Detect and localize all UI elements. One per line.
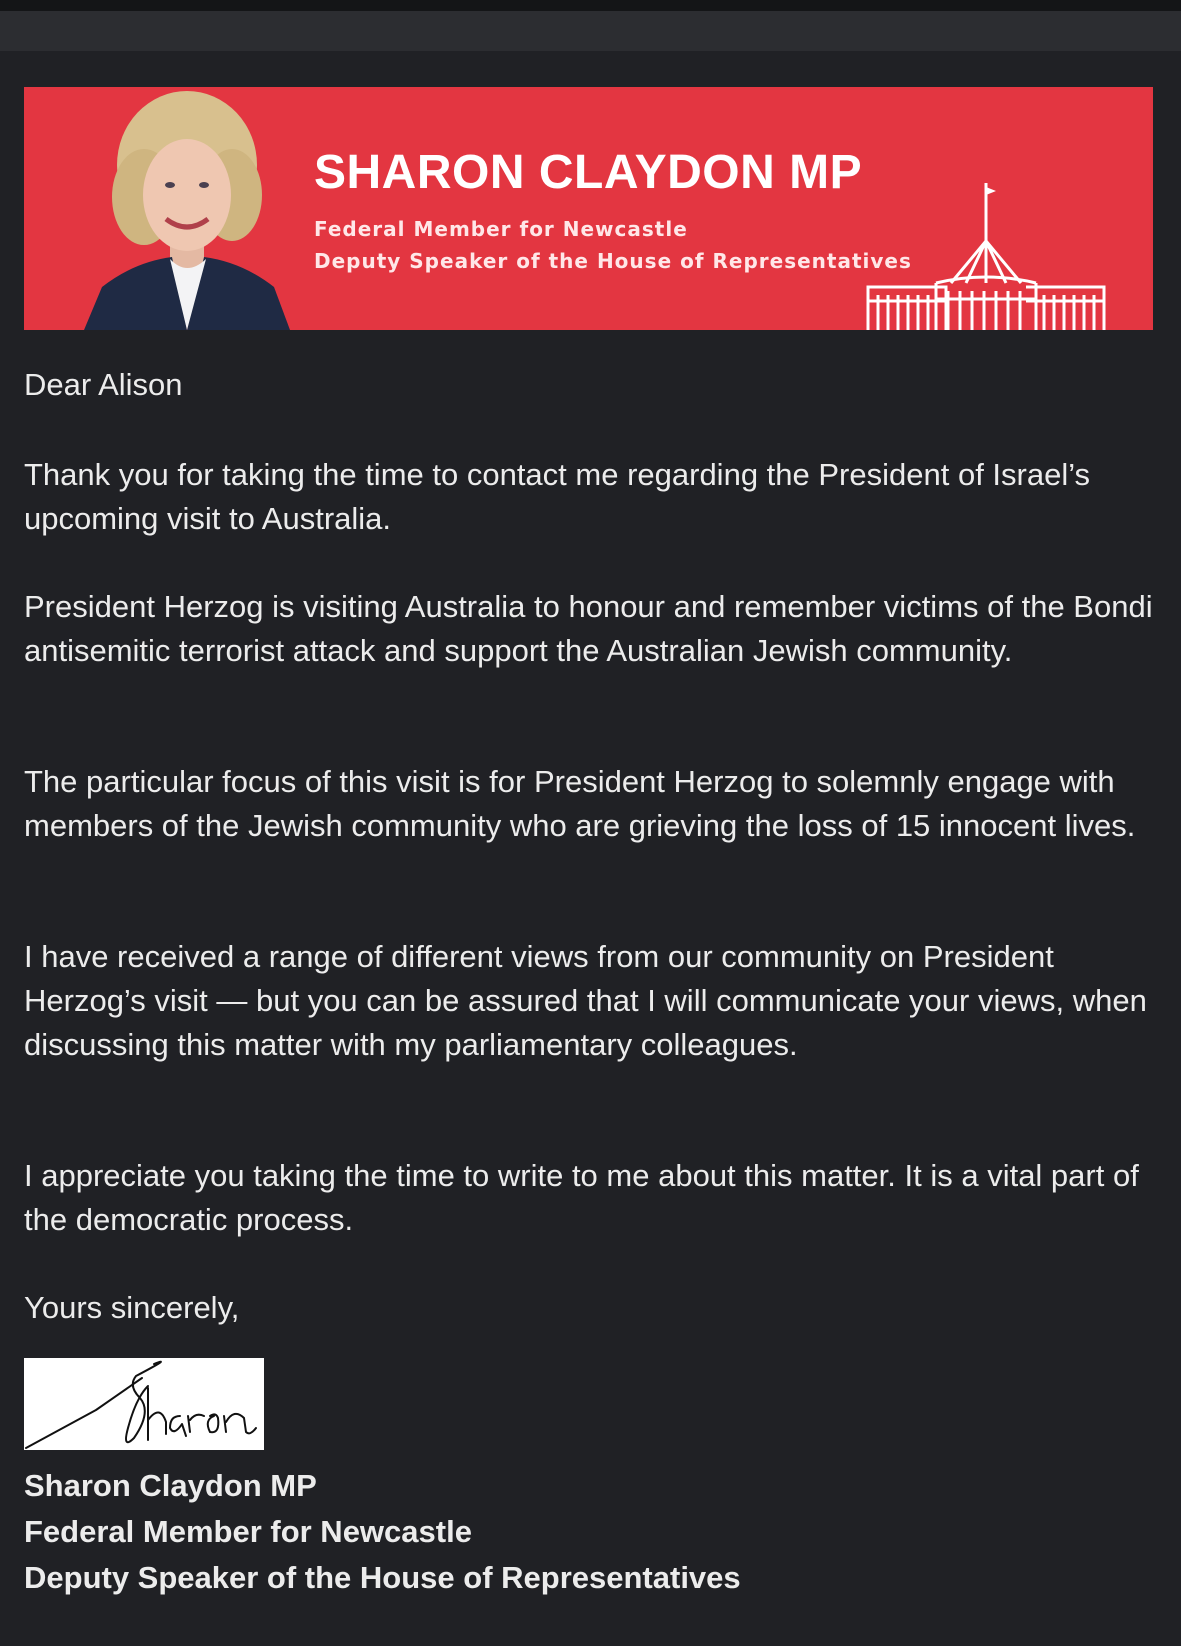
signoff-role: Deputy Speaker of the House of Representatives xyxy=(24,1560,741,1595)
letterhead-electorate: Federal Member for Newcastle xyxy=(314,217,688,241)
paragraph-3: The particular focus of this visit is for President Herzog to solemnly engage with members of the Jewish community who are grieving the loss of 15 innocent lives. xyxy=(24,764,1136,843)
signoff-name: Sharon Claydon MP xyxy=(24,1468,317,1503)
letterhead-banner xyxy=(24,87,1153,330)
handwritten-signature xyxy=(24,1358,264,1450)
portrait-photo xyxy=(74,87,294,330)
letterhead-name: SHARON CLAYDON MP xyxy=(314,146,863,199)
window-top-edge xyxy=(0,0,1181,11)
closing: Yours sincerely, xyxy=(24,1290,240,1325)
signoff-block xyxy=(24,1463,741,1601)
paragraph-4: I have received a range of different views from our community on President Herzog’s visit — but you can be assured that I will communicate your views, when discussing this matter with my parliamentary colleagues. xyxy=(24,939,1147,1062)
signoff-electorate: Federal Member for Newcastle xyxy=(24,1514,472,1549)
parliament-house-icon xyxy=(866,183,1126,330)
paragraph-1: Thank you for taking the time to contact me regarding the President of Israel’s upcoming visit to Australia. xyxy=(24,457,1091,536)
greeting: Dear Alison xyxy=(24,367,183,402)
email-toolbar xyxy=(0,11,1181,51)
paragraph-5: I appreciate you taking the time to write to me about this matter. It is a vital part of the democratic process. xyxy=(24,1158,1139,1237)
letterhead-role: Deputy Speaker of the House of Representatives xyxy=(314,249,912,273)
paragraph-2: President Herzog is visiting Australia to honour and remember victims of the Bondi antisemitic terrorist attack and support the Australian Jewish community. xyxy=(24,589,1153,668)
